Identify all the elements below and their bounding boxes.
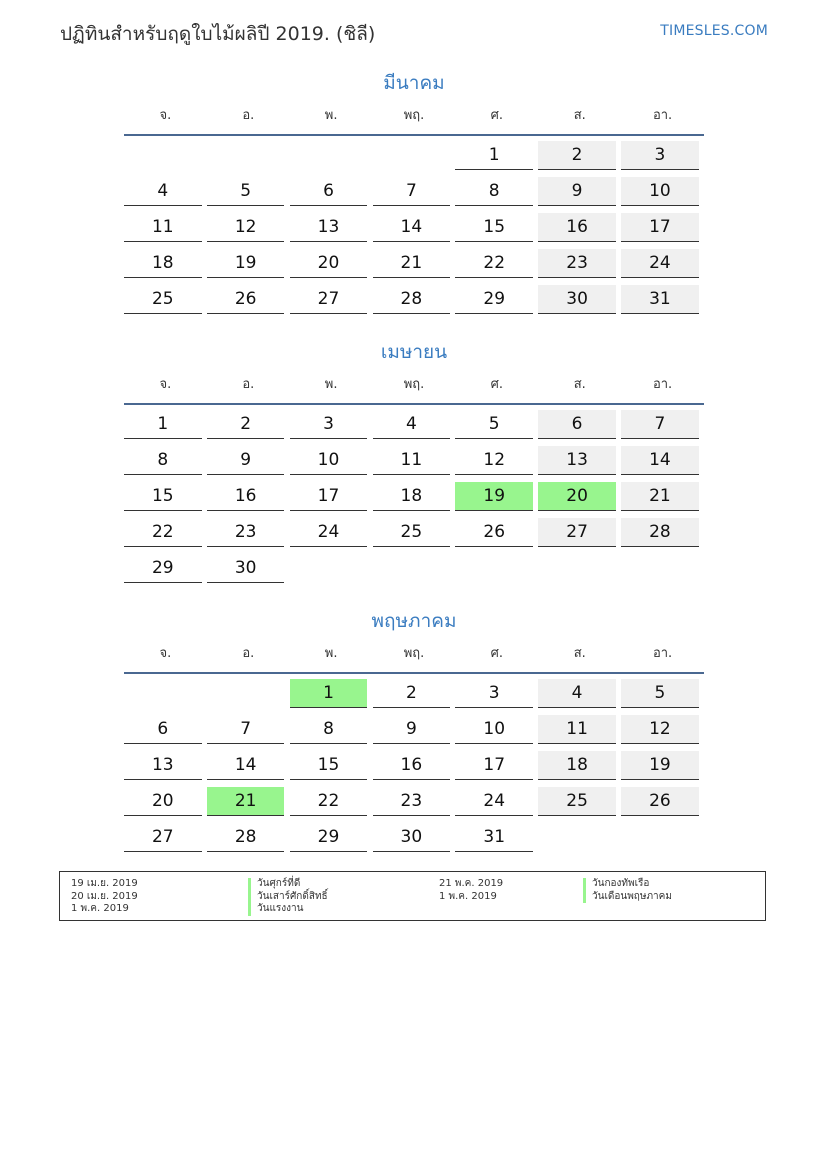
weekday-label: พ. bbox=[324, 108, 338, 123]
day-cell: 27 bbox=[124, 823, 202, 852]
weekday-label: พ. bbox=[324, 646, 338, 661]
legend-date: 1 พ.ค. 2019 bbox=[71, 903, 129, 914]
day-cell: 4 bbox=[373, 410, 451, 439]
holiday-legend bbox=[59, 871, 766, 921]
legend-dates-col-1 bbox=[71, 878, 138, 916]
day-cell: 5 bbox=[621, 679, 699, 708]
weekday-label: ศ. bbox=[490, 108, 504, 123]
week-row bbox=[124, 136, 704, 172]
week-row bbox=[124, 477, 704, 513]
day-cell: 16 bbox=[373, 751, 451, 780]
day-cell: 28 bbox=[621, 518, 699, 547]
day-cell: 27 bbox=[290, 285, 368, 314]
day-cell: 14 bbox=[207, 751, 285, 780]
page-title: ปฏิทินสำหรับฤดูใบไม้ผลิปี 2019. (ชิลี) bbox=[60, 23, 376, 45]
week-row bbox=[124, 818, 704, 854]
day-cell: 23 bbox=[538, 249, 616, 278]
day-cell: 15 bbox=[290, 751, 368, 780]
empty-day-cell bbox=[290, 141, 368, 170]
weekday-label: อ. bbox=[242, 377, 255, 392]
day-cell: 30 bbox=[538, 285, 616, 314]
day-cell: 3 bbox=[621, 141, 699, 170]
day-cell: 31 bbox=[455, 823, 533, 852]
day-cell: 27 bbox=[538, 518, 616, 547]
day-cell: 13 bbox=[538, 446, 616, 475]
day-cell: 29 bbox=[455, 285, 533, 314]
empty-day-cell bbox=[373, 141, 451, 170]
day-cell: 14 bbox=[373, 213, 451, 242]
weekday-label: ศ. bbox=[490, 646, 504, 661]
week-row bbox=[124, 549, 704, 585]
day-cell: 22 bbox=[290, 787, 368, 816]
legend-date: 21 พ.ค. 2019 bbox=[439, 878, 504, 889]
weekday-label: จ. bbox=[159, 108, 172, 123]
holiday-day-cell: 19 bbox=[455, 482, 533, 511]
day-cell: 21 bbox=[373, 249, 451, 278]
day-cell: 10 bbox=[290, 446, 368, 475]
day-cell: 1 bbox=[455, 141, 533, 170]
day-cell: 22 bbox=[455, 249, 533, 278]
weekday-label: ส. bbox=[573, 377, 586, 392]
weekday-label: อา. bbox=[652, 377, 673, 392]
weekday-label: อา. bbox=[652, 108, 673, 123]
month-title: มีนาคม bbox=[383, 72, 445, 94]
month-block bbox=[124, 68, 704, 316]
day-cell: 2 bbox=[538, 141, 616, 170]
day-cell: 21 bbox=[621, 482, 699, 511]
day-cell: 18 bbox=[373, 482, 451, 511]
month-title: พฤษภาคม bbox=[371, 610, 457, 632]
week-row bbox=[124, 441, 704, 477]
day-cell: 17 bbox=[290, 482, 368, 511]
day-cell: 19 bbox=[207, 249, 285, 278]
day-cell: 25 bbox=[124, 285, 202, 314]
day-cell: 23 bbox=[373, 787, 451, 816]
holiday-day-cell: 20 bbox=[538, 482, 616, 511]
holiday-day-cell: 1 bbox=[290, 679, 368, 708]
legend-date: 1 พ.ค. 2019 bbox=[439, 890, 497, 902]
day-cell: 30 bbox=[207, 554, 285, 583]
day-cell: 9 bbox=[538, 177, 616, 206]
month-block bbox=[124, 337, 704, 585]
weekday-label: จ. bbox=[159, 646, 172, 661]
day-cell: 26 bbox=[621, 787, 699, 816]
legend-holiday-name: วันเสาร์ศักดิ์สิทธิ์ bbox=[248, 891, 328, 904]
legend-holiday-name: วันศุกร์ที่ดี bbox=[248, 878, 328, 891]
day-cell: 18 bbox=[538, 751, 616, 780]
week-row bbox=[124, 172, 704, 208]
day-cell: 18 bbox=[124, 249, 202, 278]
day-cell: 22 bbox=[124, 518, 202, 547]
day-cell: 12 bbox=[621, 715, 699, 744]
day-cell: 20 bbox=[290, 249, 368, 278]
day-cell: 4 bbox=[538, 679, 616, 708]
weekday-label: อ. bbox=[242, 108, 255, 123]
day-cell: 11 bbox=[538, 715, 616, 744]
day-cell: 2 bbox=[207, 410, 285, 439]
empty-day-cell bbox=[290, 554, 368, 583]
day-cell: 13 bbox=[290, 213, 368, 242]
day-cell: 29 bbox=[124, 554, 202, 583]
legend-holiday-name: วันแรงงาน bbox=[248, 903, 328, 916]
day-cell: 24 bbox=[455, 787, 533, 816]
day-cell: 17 bbox=[455, 751, 533, 780]
day-cell: 24 bbox=[621, 249, 699, 278]
week-row bbox=[124, 746, 704, 782]
legend-names-col-1 bbox=[248, 878, 328, 916]
empty-day-cell bbox=[538, 554, 616, 583]
day-cell: 10 bbox=[621, 177, 699, 206]
weekday-label: อ. bbox=[242, 646, 255, 661]
day-cell: 11 bbox=[373, 446, 451, 475]
weekday-label: พฤ. bbox=[403, 377, 425, 392]
empty-day-cell bbox=[455, 554, 533, 583]
day-cell: 14 bbox=[621, 446, 699, 475]
legend-holiday-name: วันกองทัพเรือ bbox=[583, 878, 672, 891]
day-cell: 10 bbox=[455, 715, 533, 744]
day-cell: 3 bbox=[290, 410, 368, 439]
day-cell: 30 bbox=[373, 823, 451, 852]
month-block bbox=[124, 606, 704, 854]
day-cell: 9 bbox=[373, 715, 451, 744]
day-cell: 26 bbox=[207, 285, 285, 314]
week-row bbox=[124, 710, 704, 746]
legend-date: 20 เม.ย. 2019 bbox=[71, 890, 138, 902]
day-cell: 8 bbox=[290, 715, 368, 744]
day-cell: 4 bbox=[124, 177, 202, 206]
week-row bbox=[124, 405, 704, 441]
legend-holiday-name: วันเดือนพฤษภาคม bbox=[583, 891, 672, 904]
day-cell: 29 bbox=[290, 823, 368, 852]
day-cell: 24 bbox=[290, 518, 368, 547]
weekday-label: ศ. bbox=[490, 377, 504, 392]
empty-day-cell bbox=[124, 679, 202, 708]
day-cell: 15 bbox=[124, 482, 202, 511]
week-row bbox=[124, 513, 704, 549]
day-cell: 7 bbox=[207, 715, 285, 744]
empty-day-cell bbox=[538, 823, 616, 852]
legend-dates-col-2 bbox=[439, 878, 503, 903]
day-cell: 17 bbox=[621, 213, 699, 242]
legend-date: 19 เม.ย. 2019 bbox=[71, 878, 138, 889]
day-cell: 15 bbox=[455, 213, 533, 242]
weekday-label: อา. bbox=[652, 646, 673, 661]
week-row bbox=[124, 244, 704, 280]
day-cell: 16 bbox=[207, 482, 285, 511]
legend-names-col-2 bbox=[583, 878, 672, 903]
day-cell: 31 bbox=[621, 285, 699, 314]
day-cell: 13 bbox=[124, 751, 202, 780]
empty-day-cell bbox=[207, 141, 285, 170]
empty-day-cell bbox=[373, 554, 451, 583]
day-cell: 16 bbox=[538, 213, 616, 242]
empty-day-cell bbox=[124, 141, 202, 170]
day-cell: 11 bbox=[124, 213, 202, 242]
day-cell: 5 bbox=[455, 410, 533, 439]
weekday-label: ส. bbox=[573, 646, 586, 661]
day-cell: 25 bbox=[373, 518, 451, 547]
weekday-label: พฤ. bbox=[403, 646, 425, 661]
empty-day-cell bbox=[207, 679, 285, 708]
day-cell: 12 bbox=[207, 213, 285, 242]
day-cell: 26 bbox=[455, 518, 533, 547]
day-cell: 9 bbox=[207, 446, 285, 475]
weekday-header bbox=[124, 98, 704, 136]
site-link[interactable]: TIMESLES.COM bbox=[660, 23, 768, 39]
day-cell: 5 bbox=[207, 177, 285, 206]
holiday-day-cell: 21 bbox=[207, 787, 285, 816]
day-cell: 20 bbox=[124, 787, 202, 816]
day-cell: 6 bbox=[290, 177, 368, 206]
day-cell: 19 bbox=[621, 751, 699, 780]
day-cell: 7 bbox=[621, 410, 699, 439]
week-row bbox=[124, 280, 704, 316]
day-cell: 25 bbox=[538, 787, 616, 816]
week-row bbox=[124, 782, 704, 818]
day-cell: 6 bbox=[124, 715, 202, 744]
week-row bbox=[124, 208, 704, 244]
weekday-label: ส. bbox=[573, 108, 586, 123]
weekday-label: พฤ. bbox=[403, 108, 425, 123]
day-cell: 6 bbox=[538, 410, 616, 439]
day-cell: 28 bbox=[373, 285, 451, 314]
day-cell: 3 bbox=[455, 679, 533, 708]
weekday-header bbox=[124, 367, 704, 405]
day-cell: 12 bbox=[455, 446, 533, 475]
weekday-header bbox=[124, 636, 704, 674]
day-cell: 8 bbox=[455, 177, 533, 206]
day-cell: 28 bbox=[207, 823, 285, 852]
month-title: เมษายน bbox=[380, 341, 448, 363]
day-cell: 23 bbox=[207, 518, 285, 547]
weekday-label: พ. bbox=[324, 377, 338, 392]
week-row bbox=[124, 674, 704, 710]
empty-day-cell bbox=[621, 554, 699, 583]
day-cell: 2 bbox=[373, 679, 451, 708]
empty-day-cell bbox=[621, 823, 699, 852]
weekday-label: จ. bbox=[159, 377, 172, 392]
day-cell: 7 bbox=[373, 177, 451, 206]
day-cell: 1 bbox=[124, 410, 202, 439]
day-cell: 8 bbox=[124, 446, 202, 475]
